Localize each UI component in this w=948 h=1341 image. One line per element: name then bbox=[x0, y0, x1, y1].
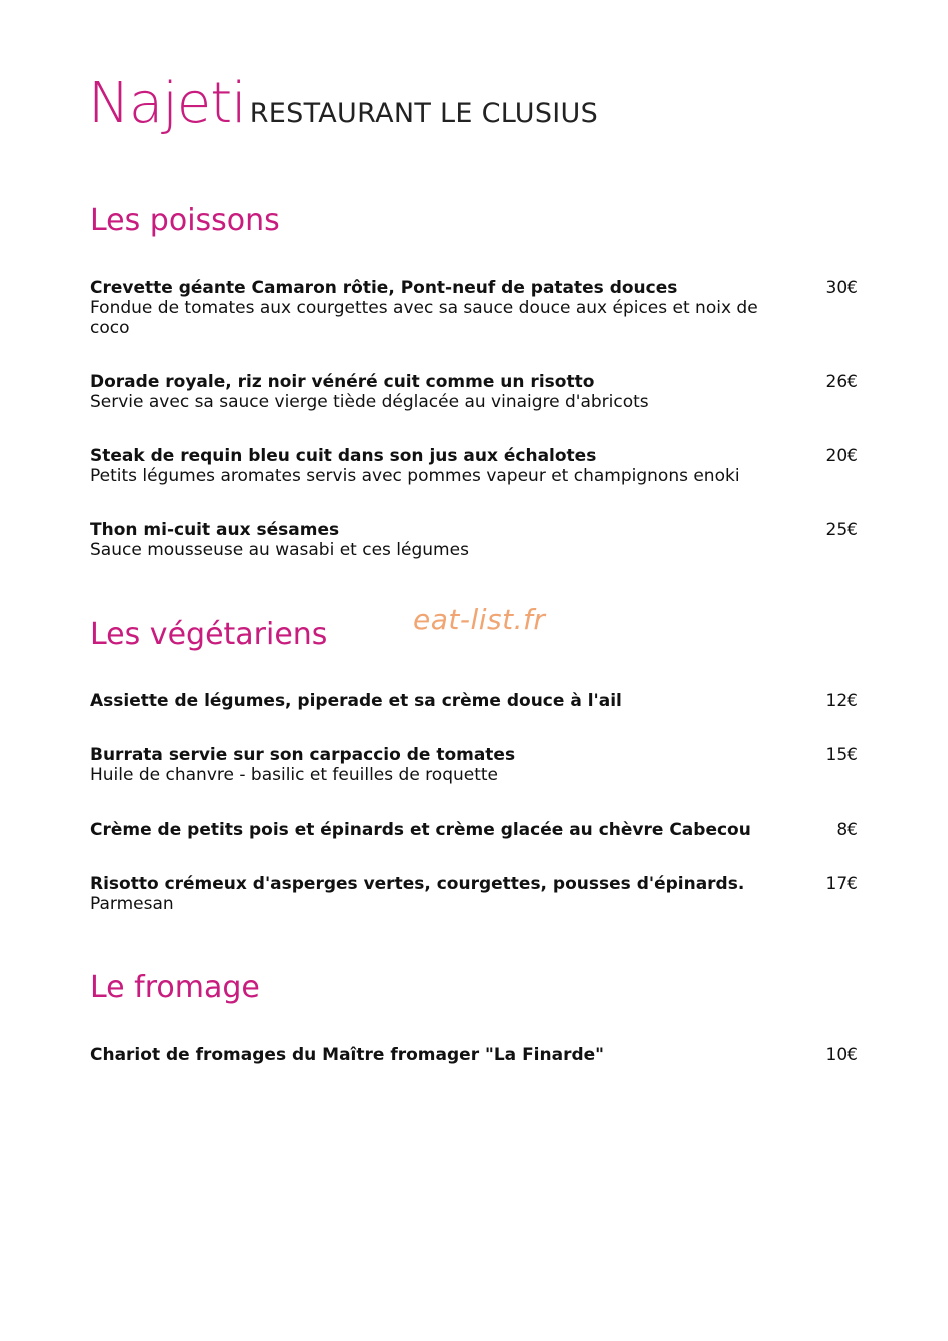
section-title-poissons: Les poissons bbox=[90, 203, 280, 238]
dish-description: Fondue de tomates aux courgettes avec sa sauce douce aux épices et noix de coco bbox=[90, 298, 758, 338]
brand-logo: Najeti bbox=[88, 71, 246, 136]
dish-description: Parmesan bbox=[90, 894, 174, 914]
menu-item bbox=[90, 446, 858, 486]
dish-name: Chariot de fromages du Maître fromager "La Finarde" bbox=[90, 1045, 605, 1065]
restaurant-name: RESTAURANT LE CLUSIUS bbox=[249, 98, 599, 129]
dish-price: 20€ bbox=[825, 446, 858, 466]
menu-item bbox=[90, 278, 858, 338]
dish-name: Burrata servie sur son carpaccio de tomates bbox=[90, 745, 516, 765]
page-title bbox=[88, 71, 599, 136]
menu-item bbox=[90, 1045, 858, 1065]
dish-name: Crème de petits pois et épinards et crème glacée au chèvre Cabecou bbox=[90, 820, 751, 840]
menu-item bbox=[90, 372, 858, 412]
section-title-fromage: Le fromage bbox=[90, 970, 260, 1005]
dish-name: Risotto crémeux d'asperges vertes, courgettes, pousses d'épinards. bbox=[90, 874, 745, 894]
watermark: eat-list.fr bbox=[413, 603, 546, 636]
dish-description: Servie avec sa sauce vierge tiède déglacée au vinaigre d'abricots bbox=[90, 392, 649, 412]
dish-name: Assiette de légumes, piperade et sa crème douce à l'ail bbox=[90, 691, 622, 711]
menu-item bbox=[90, 874, 858, 914]
dish-description: Petits légumes aromates servis avec pommes vapeur et champignons enoki bbox=[90, 466, 740, 486]
dish-name: Dorade royale, riz noir vénéré cuit comme un risotto bbox=[90, 372, 595, 392]
menu-item bbox=[90, 520, 858, 560]
dish-name: Crevette géante Camaron rôtie, Pont-neuf de patates douces bbox=[90, 278, 678, 298]
dish-price: 8€ bbox=[836, 820, 858, 840]
dish-price: 12€ bbox=[825, 691, 858, 711]
dish-price: 10€ bbox=[825, 1045, 858, 1065]
menu-item bbox=[90, 691, 858, 711]
dish-name: Steak de requin bleu cuit dans son jus aux échalotes bbox=[90, 446, 597, 466]
dish-description: Huile de chanvre - basilic et feuilles de roquette bbox=[90, 765, 499, 785]
dish-name: Thon mi-cuit aux sésames bbox=[90, 520, 340, 540]
menu-item bbox=[90, 745, 858, 785]
dish-price: 30€ bbox=[825, 278, 858, 298]
dish-price: 15€ bbox=[825, 745, 858, 765]
section-title-vegetariens: Les végétariens bbox=[90, 617, 328, 652]
menu-item bbox=[90, 820, 858, 840]
dish-price: 17€ bbox=[825, 874, 858, 894]
dish-price: 26€ bbox=[825, 372, 858, 392]
dish-price: 25€ bbox=[825, 520, 858, 540]
dish-description: Sauce mousseuse au wasabi et ces légumes bbox=[90, 540, 469, 560]
